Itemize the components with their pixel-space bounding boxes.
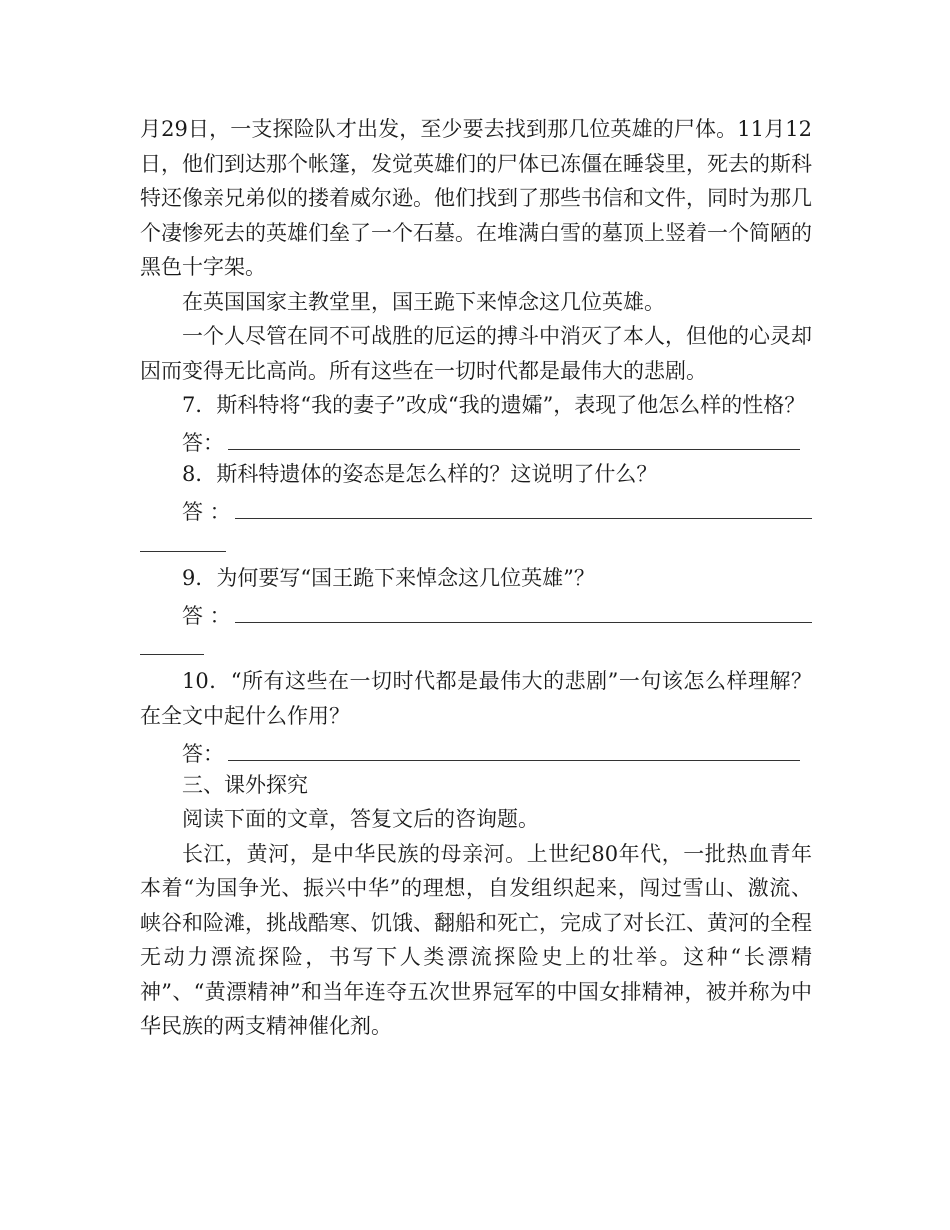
answer-line-8-continuation[interactable] (140, 526, 812, 561)
answer-label: 答 ： (182, 500, 231, 524)
answer-blank-line (140, 551, 226, 552)
answer-blank-line (235, 518, 812, 519)
section-heading: 三、课外探究 (182, 772, 308, 797)
answer-label: 答： (182, 431, 224, 455)
question-10: 10．“所有这些在一切时代都是最伟大的悲剧”一句该怎么样理解？在全文中起什么作用？ (140, 669, 812, 728)
reading-passage: 长江，黄河，是中华民族的母亲河。上世纪80年代，一批热血青年本着“为国争光、振兴中华”的理想，自发组织起来，闯过雪山、激流、峡谷和险滩，挑战酷寒、饥饿、翻船和死亡，完成了对长江、黄河的全程无动力漂流探险，书写下人类漂流探险史上的壮举。这种“长漂精神”、“黄漂精神”和当年连夺五次世界冠军的中国女排精神，被并称为中华民族的两支精神催化剂。 (140, 841, 812, 1038)
answer-label: 答 ： (182, 603, 231, 628)
answer-blank-line (235, 622, 812, 623)
paragraph-king-mourning: 在英国国家主教堂里，国王跪下来悼念这几位英雄。 (182, 289, 665, 314)
answer-line-10[interactable] (140, 733, 812, 768)
answer-blank-line (140, 654, 204, 655)
answer-line-9[interactable] (140, 595, 812, 630)
answer-line-8[interactable] (140, 492, 812, 527)
document-page (140, 112, 812, 1044)
answer-blank-line (228, 760, 800, 761)
reading-instruction: 阅读下面的文章，答复文后的咨询题。 (182, 807, 539, 831)
question-7: 7．斯科特将“我的妻子”改成“我的遗孀”，表现了他怎么样的性格？ (182, 393, 806, 417)
answer-blank-line (228, 449, 800, 450)
answer-line-7[interactable] (140, 423, 812, 458)
answer-line-9-continuation[interactable] (140, 630, 812, 665)
paragraph-exploration-team: 月29日，一支探险队才出发，至少要去找到那几位英雄的尸体。11月12日，他们到达那个帐篷，发觉英雄们的尸体已冻僵在睡袋里，死去的斯科特还像亲兄弟似的搂着威尔逊。他们找到了那些书信和文件，同时为那几个凄惨死去的英雄们垒了一个石墓。在堆满白雪的墓顶上竖着一个简陋的黑色十字架。 (140, 117, 812, 279)
paragraph-tragedy: 一个人尽管在同不可战胜的厄运的搏斗中消灭了本人，但他的心灵却因而变得无比高尚。所有这些在一切时代都是最伟大的悲剧。 (140, 324, 812, 383)
answer-label: 答： (182, 741, 224, 766)
question-9: 9．为何要写“国王跪下来悼念这几位英雄”？ (182, 565, 595, 590)
question-8: 8．斯科特遗体的姿态是怎么样的？这说明了什么？ (182, 462, 658, 486)
